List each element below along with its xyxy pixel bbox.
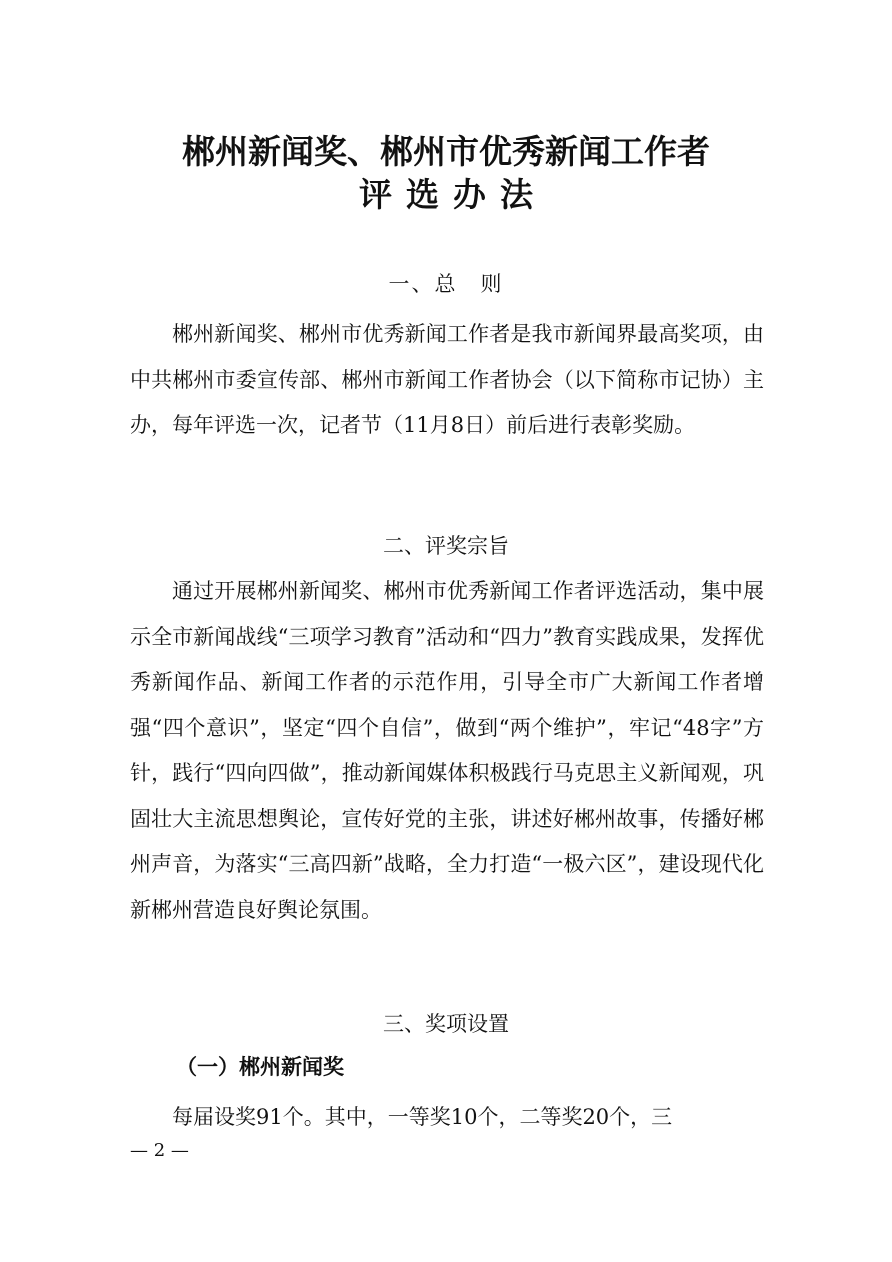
document-title-line2: 评选办法 — [359, 175, 547, 214]
section-heading-purpose: 二、评奖宗旨 — [383, 534, 509, 558]
paragraph-awards: 每届设奖91个。其中，一等奖10个，二等奖20个，三 — [172, 1105, 673, 1129]
paragraph-general: 郴州新闻奖、郴州市优秀新闻工作者是我市新闻界最高奖项，由中共郴州市委宣传部、郴州市新闻工作者协会（以下简称市记协）主办，每年评选一次，记者节（11月8日）前后进行表彰奖励。 — [130, 322, 764, 437]
document-title-line1: 郴州新闻奖、郴州市优秀新闻工作者 — [182, 132, 710, 171]
subheading-chenzhou-news-award: （一）郴州新闻奖 — [176, 1054, 344, 1079]
section-heading-general: 一、总 则 — [388, 272, 504, 296]
section-heading-awards: 三、奖项设置 — [383, 1012, 509, 1036]
page-number: — 2 — — [130, 1140, 189, 1161]
paragraph-purpose: 通过开展郴州新闻奖、郴州市优秀新闻工作者评选活动，集中展示全市新闻战线“三项学习教育”活动和“四力”教育实践成果，发挥优秀新闻作品、新闻工作者的示范作用，引导全市广大新闻工作者增强“四个意识”，坚定“四个自信”，做到“两个维护”，牢记“48字”方针，践行“四向四做”，推动新闻媒体积极践行马克思主义新闻观，巩固壮大主流思想舆论，宣传好党的主张，讲述好郴州故事，传播好郴州声音，为落实“三高四新”战略，全力打造“一极六区”，建设现代化新郴州营造良好舆论氛围。 — [130, 579, 764, 922]
